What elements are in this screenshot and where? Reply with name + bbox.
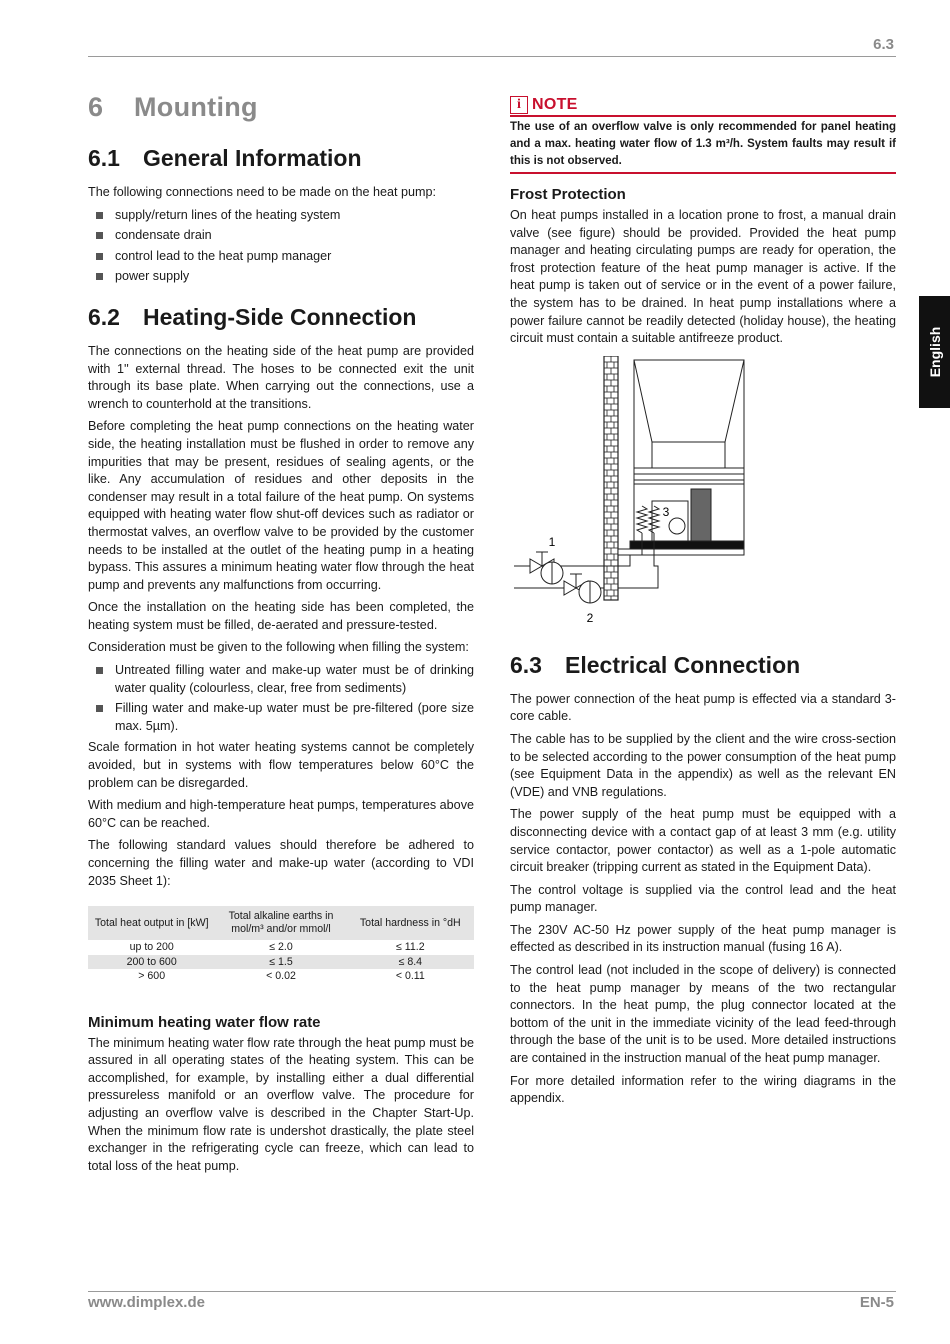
table-cell: up to 200 <box>129 941 174 954</box>
frost-protection-heading: Frost Protection <box>510 186 626 203</box>
paragraph: The power supply of the heat pump must be equipped with a disconnecting device with a contact gap of at least 3 mm (e.g. utility service contactor, power contactor) as well as a 1-pole automatic circuit breaker (tripping current as stated in the Equipment Data). <box>510 807 896 875</box>
language-tab-label: English <box>926 326 943 378</box>
section-number: 6.2 <box>88 303 120 330</box>
paragraph: The following connections need to be made on the heat pump: <box>88 185 436 199</box>
section-6-2-heading <box>88 304 474 331</box>
paragraph: Once the installation on the heating side has been completed, the heating system must be filled, de-aerated and pressure-tested. <box>88 600 474 632</box>
table-header-cell: Total heat output in [kW] <box>88 906 215 940</box>
list-item <box>88 207 474 225</box>
paragraph: The control voltage is supplied via the control lead and the heat pump manager. <box>510 882 896 915</box>
table-cell: ≤ 1.5 <box>215 955 346 970</box>
table-header-row <box>88 906 474 940</box>
footer-website[interactable]: www.dimplex.de <box>88 1294 205 1311</box>
heat-pump-illustration <box>604 360 744 588</box>
chapter-number: 6 <box>88 92 104 122</box>
section-6-3-heading <box>510 652 896 679</box>
list-item-text: condensate drain <box>115 228 212 243</box>
figure-label-3: 3 <box>662 504 670 519</box>
paragraph: The connections on the heating side of the heat pump are provided with 1'' external thread. The hoses to be connected exit the unit through its base plate. When carrying out the connections, use a wrench to counterhold at the transitions. <box>88 343 474 411</box>
info-icon: i <box>510 96 528 114</box>
connections-list <box>88 207 474 286</box>
paragraph: The 230V AC-50 Hz power supply of the heat pump manager is effected as described in its instruction manual (fusing 16 A). <box>510 922 896 955</box>
paragraph: Scale formation in hot water heating systems cannot be completely avoided, but in systems with flow temperatures below 60°C the problem can be disregarded. <box>88 740 474 790</box>
paragraph: The control lead (not included in the scope of delivery) is connected to the heat pump manager by means of the two rectangular connectors. In the heat pump, the plug connector located at the bottom of the unit in the immediate vicinity of the lead feed-through through the base of the unit is to be used. More detailed instructions are contained in the instruction manual of the heat pump manager. <box>510 963 896 1066</box>
language-tab <box>919 296 950 408</box>
header-section-number: 6.3 <box>873 36 894 53</box>
bullet-square-icon <box>96 212 103 219</box>
list-item <box>88 700 474 735</box>
bullet-square-icon <box>96 253 103 260</box>
table-cell: ≤ 2.0 <box>269 941 293 954</box>
table-row <box>88 940 474 955</box>
paragraph: With medium and high-temperature heat pumps, temperatures above 60°C can be reached. <box>88 798 474 830</box>
table-cell: < 0.02 <box>266 970 296 983</box>
drain-valve-figure <box>510 356 896 634</box>
chapter-title: Mounting <box>134 92 258 122</box>
list-item <box>88 662 474 697</box>
paragraph: Consideration must be given to the following when filling the system: <box>88 640 469 655</box>
filling-water-list <box>88 662 474 735</box>
note-text: The use of an overflow valve is only recommended for panel heating and a max. heating water flow of 1.3 m³/h. System faults may result if this is not observed. <box>510 117 896 174</box>
list-item-text: Filling water and make-up water must be pre-filtered (pore size max. 5µm). <box>115 701 474 733</box>
note-header <box>510 96 896 117</box>
section-number: 6.1 <box>88 145 120 171</box>
paragraph: For more detailed information refer to the wiring diagrams in the appendix. <box>510 1073 896 1106</box>
list-item-text: Untreated filling water and make-up water must be of drinking water quality (colourless, clear, free from sediments) <box>115 663 474 695</box>
section-title: Electrical Connection <box>565 651 801 678</box>
table-header-cell: Total alkaline earths in mol/m³ and/or mmol/l <box>215 906 346 940</box>
section-title: General Information <box>143 145 362 171</box>
table-row <box>88 955 474 970</box>
table-cell: > 600 <box>138 970 166 983</box>
section-title: Heating-Side Connection <box>143 303 417 330</box>
water-hardness-table <box>88 906 474 984</box>
footer-rule <box>88 1291 896 1292</box>
note-title: NOTE <box>532 96 578 113</box>
list-item-text: control lead to the heat pump manager <box>115 248 332 263</box>
table-cell: ≤ 11.2 <box>396 941 425 954</box>
list-item <box>88 248 474 266</box>
left-column <box>88 92 474 1180</box>
min-flow-heading: Minimum heating water flow rate <box>88 1013 321 1031</box>
chapter-heading <box>88 92 474 123</box>
table-cell: ≤ 8.4 <box>347 955 474 970</box>
bullet-square-icon <box>96 273 103 280</box>
paragraph: The power connection of the heat pump is effected via a standard 3-core cable. <box>510 691 896 724</box>
header-rule <box>88 56 896 57</box>
note-box <box>510 96 896 174</box>
list-item <box>88 268 474 286</box>
bullet-square-icon <box>96 705 103 712</box>
figure-label-1: 1 <box>548 534 556 549</box>
bullet-square-icon <box>96 232 103 239</box>
paragraph: On heat pumps installed in a location prone to frost, a manual drain valve (see figure) should be provided. Provided the heat pump manager and heating circulating pumps are ready for operation, the frost protection feature of the heat pump manager is active. If the heat pump is taken out of service or in the event of a power failure, the system has to be drained. In heat pump installations where a power failure cannot be readily detected (holiday house), the heating circuit must contain a suitable antifreeze product. <box>510 208 896 346</box>
footer-page-number: EN-5 <box>859 1294 894 1311</box>
right-column <box>510 96 896 1113</box>
bullet-square-icon <box>96 667 103 674</box>
table-row <box>88 969 474 984</box>
wall-illustration <box>604 356 618 600</box>
section-number: 6.3 <box>510 651 542 678</box>
list-item-text: supply/return lines of the heating system <box>115 207 341 222</box>
list-item <box>88 227 474 245</box>
table-cell: 200 to 600 <box>88 955 215 970</box>
section-6-1-heading <box>88 145 474 172</box>
table-cell: < 0.11 <box>395 970 425 983</box>
paragraph: The following standard values should therefore be adhered to concerning the filling water and make-up water (according to VDI 2035 Sheet 1): <box>88 838 474 888</box>
list-item-text: power supply <box>115 269 190 284</box>
pipework-illustration <box>514 552 604 603</box>
paragraph: Before completing the heat pump connections on the heating water side, the heating installation must be flushed in order to remove any impurities that may be present, residues of sealing agents, or the like. Any accumulation of residues and other deposits in the condenser may result in a total failure of the heat pump. On systems equipped with heating water flow shut-off devices such as radiator or thermostat valves, an overflow valve to be provided by the customer needs to be installed at the outlet of the heating pump in a heating bypass. This assures a minimum heating water flow through the heat pump and prevents any malfunctions from occurring. <box>88 419 474 592</box>
paragraph: The cable has to be supplied by the client and the wire cross-section to be selected according to the power consumption of the heat pump (see Equipment Data in the appendix) as well as the relevant EN (VDE) and VNB regulations. <box>510 731 896 799</box>
figure-label-2: 2 <box>586 610 594 625</box>
installation-diagram <box>510 356 896 634</box>
table-header-cell: Total hardness in °dH <box>347 906 474 940</box>
paragraph: The minimum heating water flow rate through the heat pump must be assured in all operating states of the heating system. This can be accomplished, for example, by installing either a dual differential pressureless manifold or an overflow valve. The procedure for adjusting an overflow valve is described in the Chapter Start-Up. When the minimum flow rate is undershot drastically, the plate steel exchanger in the refrigerating cycle can freeze, which can lead to total loss of the heat pump. <box>88 1035 474 1173</box>
